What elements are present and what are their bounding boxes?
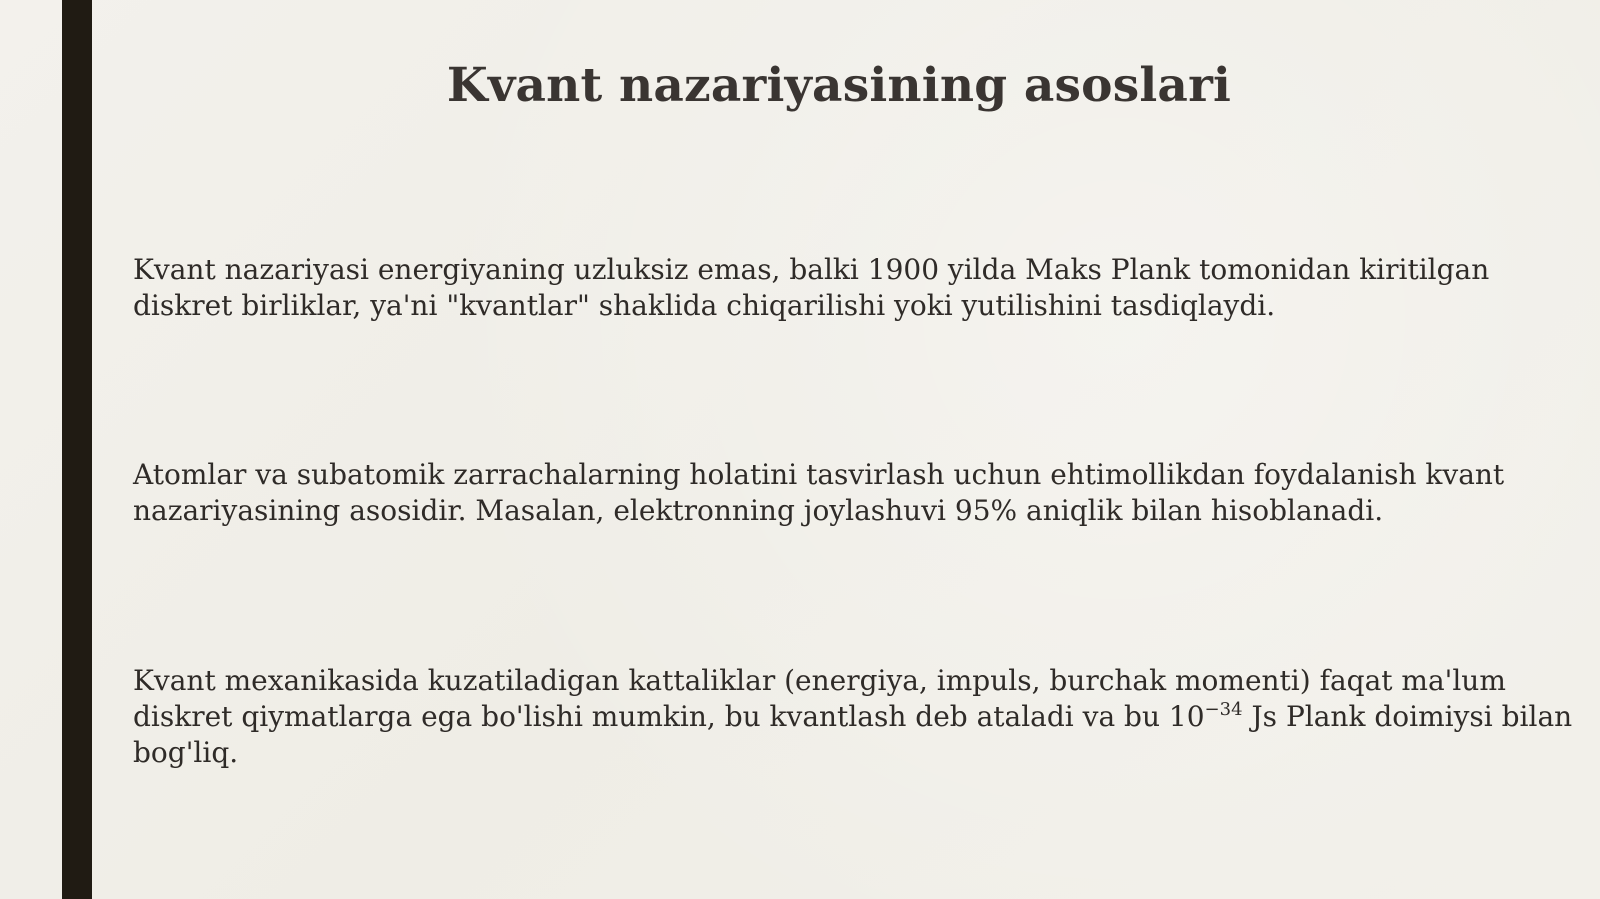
planck-exponent: −34 — [1204, 699, 1243, 720]
slide-title: Kvant nazariyasining asoslari — [446, 58, 1232, 113]
paragraph-2: Atomlar va subatomik zarrachalarning holatini tasvirlash uchun ehtimollikdan foydalanish kvant nazariyasining asosidir. Masalan, elektronning joylashuvi 95% aniqlik bilan hisoblanadi. — [133, 458, 1505, 527]
paragraph-3 — [133, 663, 1573, 771]
paragraph-1: Kvant nazariyasi energiyaning uzluksiz emas, balki 1900 yilda Maks Plank tomonidan kiritilgan diskret birliklar, ya'ni "kvantlar" shaklida chiqarilishi yoki yutilishini tasdiqlaydi. — [133, 253, 1490, 322]
paragraph-3-text-after: Js Plank doimiysi bilan bog'liq. — [133, 700, 1573, 769]
paragraph-3-text-before: Kvant mexanikasida kuzatiladigan kattaliklar (energiya, impuls, burchak momenti) faqat ma'lum diskret qiymatlarga ega bo'lishi mumkin, bu kvantlash deb ataladi va bu 10 — [133, 664, 1506, 733]
accent-bar — [62, 0, 92, 899]
